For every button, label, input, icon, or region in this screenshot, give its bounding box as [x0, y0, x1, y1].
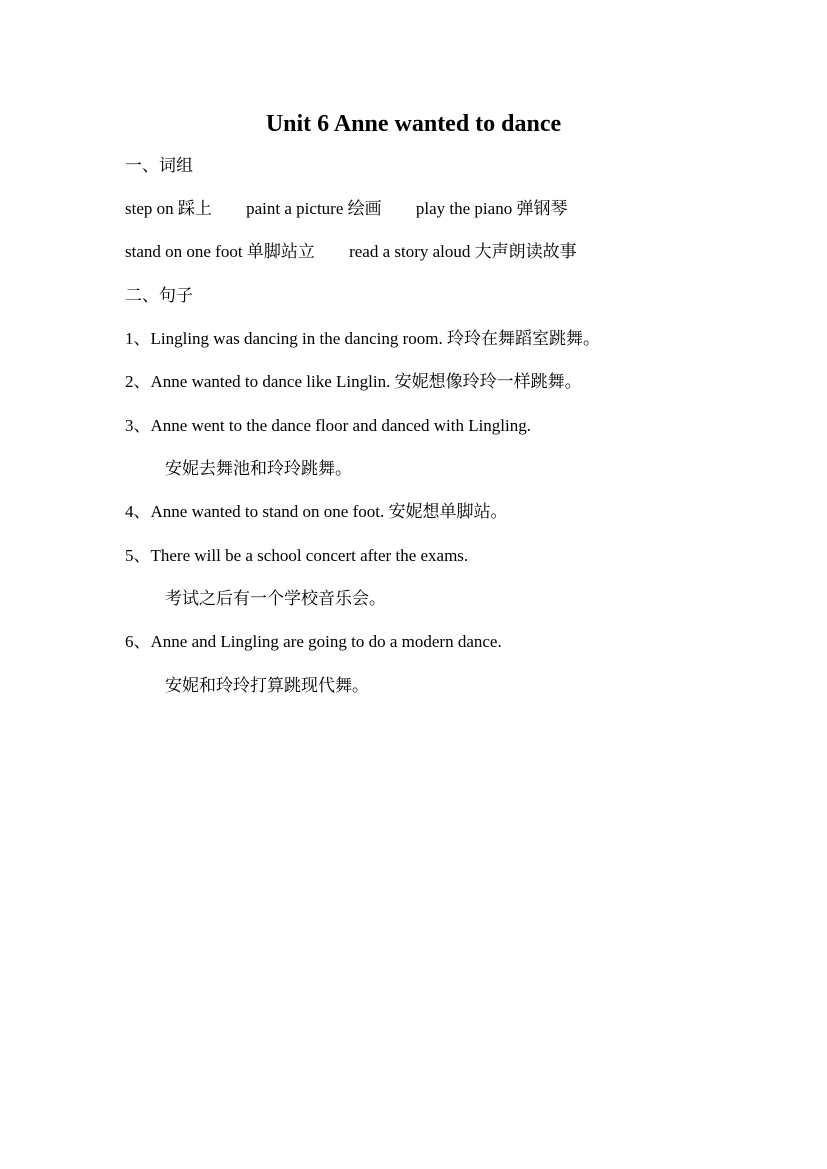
sentence-3: [125, 414, 531, 438]
sentence-3-translation: 安妮去舞池和玲玲跳舞。: [165, 459, 352, 478]
section-heading-sentences: 二、句子: [125, 286, 193, 305]
sentence-en: Anne and Lingling are going to do a modern dance.: [150, 632, 502, 651]
sentence-5-translation: 考试之后有一个学校音乐会。: [165, 589, 386, 608]
phrase-en: step on: [125, 199, 174, 218]
phrase-zh: 弹钢琴: [516, 199, 568, 218]
sentence-number: 6、: [125, 632, 151, 651]
phrase-en: paint a picture: [246, 199, 344, 218]
phrase-row-2: [125, 240, 577, 264]
page-title: Unit 6 Anne wanted to dance: [265, 111, 562, 137]
sentence-zh: 安妮想单脚站。: [388, 502, 508, 521]
sentence-6: [125, 630, 502, 654]
phrase-zh: 踩上: [177, 199, 212, 218]
sentence-1: [125, 327, 600, 351]
phrase-en: read a story aloud: [349, 242, 471, 261]
sentence-zh: 安妮想像玲玲一样跳舞。: [394, 372, 582, 391]
sentence-en: Anne wanted to stand on one foot.: [150, 502, 385, 521]
phrase-en: play the piano: [415, 199, 513, 218]
sentence-en: Lingling was dancing in the dancing room.: [150, 329, 443, 348]
sentence-number: 4、: [125, 502, 151, 521]
phrase-zh: 绘画: [347, 199, 382, 218]
sentence-4: [125, 500, 507, 524]
section-heading-phrases: 一、词组: [125, 156, 193, 175]
phrase-row-1: [125, 197, 567, 221]
sentence-number: 3、: [125, 416, 151, 435]
sentence-number: 5、: [125, 546, 151, 565]
sentence-zh: 玲玲在舞蹈室跳舞。: [447, 329, 600, 348]
sentence-en: Anne went to the dance floor and danced with Lingling.: [150, 416, 531, 435]
phrase-zh: 单脚站立: [246, 242, 315, 261]
sentence-2: [125, 370, 582, 394]
sentence-5: [125, 544, 468, 568]
sentence-en: Anne wanted to dance like Linglin.: [150, 372, 391, 391]
sentence-6-translation: 安妮和玲玲打算跳现代舞。: [165, 676, 369, 695]
sentence-number: 2、: [125, 372, 151, 391]
sentence-en: There will be a school concert after the exams.: [150, 546, 469, 565]
phrase-en: stand on one foot: [125, 242, 243, 261]
phrase-zh: 大声朗读故事: [474, 242, 577, 261]
sentence-number: 1、: [125, 329, 151, 348]
